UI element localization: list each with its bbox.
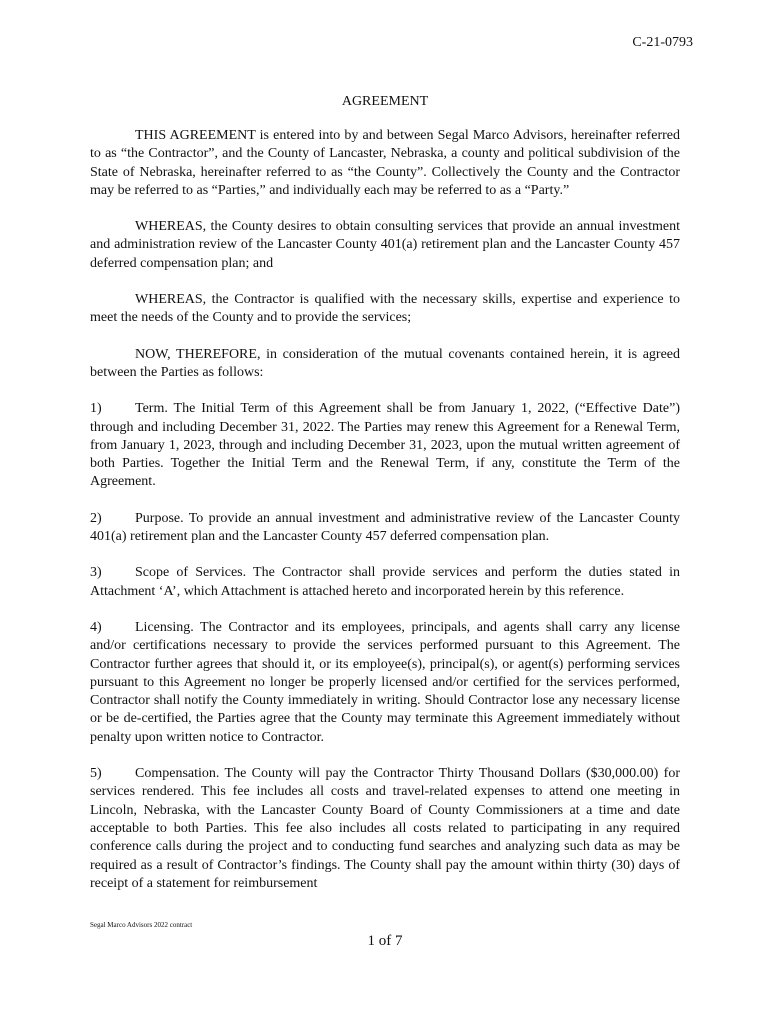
whereas-paragraph-1: WHEREAS, the County desires to obtain consulting services that provide an annual investment and administration review of the Lancaster County 401(a) retirement plan and the Lancaster County 457 deferred compensation plan; and [90,219,680,271]
section-text: Term. The Initial Term of this Agreement shall be from January 1, 2022, (“Effective Date”) through and including December 31, 2022. The Parties may renew this Agreement for a Renewal Term, from January 1, 2023, through and including December 31, 2023, upon the mutual written agreement of both Parties. Together the Initial Term and the Renewal Term, if any, constitute the Term of the Agreement. [90,401,680,490]
section-number: 3) [90,565,102,581]
intro-paragraph: THIS AGREEMENT is entered into by and between Segal Marco Advisors, hereinafter referred to as “the Contractor”, and the County of Lancaster, Nebraska, a county and political subdivision of the State of Nebraska, hereinafter referred to as “the County”. Collectively the County and the Contractor may be referred to as “Parties,” and individually each may be referred to as a “Party.” [90,128,680,198]
section-text: Scope of Services. The Contractor shall provide services and perform the duties stated in Attachment ‘A’, which Attachment is attached hereto and incorporated herein by this reference. [90,565,680,599]
section-number: 4) [90,619,102,635]
section-text: Purpose. To provide an annual investment and administrative review of the Lancaster County 401(a) retirement plan and the Lancaster County 457 deferred compensation plan. [90,510,680,545]
agreement-title: AGREEMENT [341,94,429,109]
section-compensation [90,765,680,893]
section-licensing [90,619,680,747]
section-purpose [90,510,680,547]
section-text: Compensation. The County will pay the Contractor Thirty Thousand Dollars ($30,000.00) for services rendered. This fee includes all costs and travel-related expenses to attend one meeting in Lincoln, Nebraska, with the Lancaster County Board of County Commissioners at a time and date acceptable to both Parties. This fee also includes all costs related to participating in any required conference calls during the project and to conducting fund searches and analyzing such data as may be required as a result of Contractor’s findings. The County shall pay the amount within thirty (30) days of receipt of a statement for reimbursement [90,766,680,891]
footer-note: Segal Marco Advisors 2022 contract [90,921,193,929]
page-number: 1 of 7 [367,933,403,949]
section-number: 5) [90,766,102,782]
section-scope [90,564,680,601]
document-number: C-21-0793 [632,35,693,50]
agreement-body [90,127,680,911]
whereas-paragraph-2: WHEREAS, the Contractor is qualified with the necessary skills, expertise and experience to meet the needs of the County and to provide the services; [90,292,680,326]
section-number: 2) [90,510,102,526]
now-therefore-paragraph: NOW, THEREFORE, in consideration of the mutual covenants contained herein, it is agreed between the Parties as follows: [90,346,680,380]
section-number: 1) [90,401,102,417]
section-text: Licensing. The Contractor and its employees, principals, and agents shall carry any license and/or certifications necessary to provide the services performed pursuant to this Agreement. The Contractor further agrees that should it, or its employee(s), principal(s), or agent(s) performing services pursuant to this Agreement no longer be properly licensed and/or certified for the services performed, Contractor shall notify the County immediately in writing. Should Contractor lose any necessary license or be de-certified, the Parties agree that the County may terminate this Agreement immediately without penalty upon written notice to Contractor. [90,619,680,745]
section-term [90,400,680,491]
